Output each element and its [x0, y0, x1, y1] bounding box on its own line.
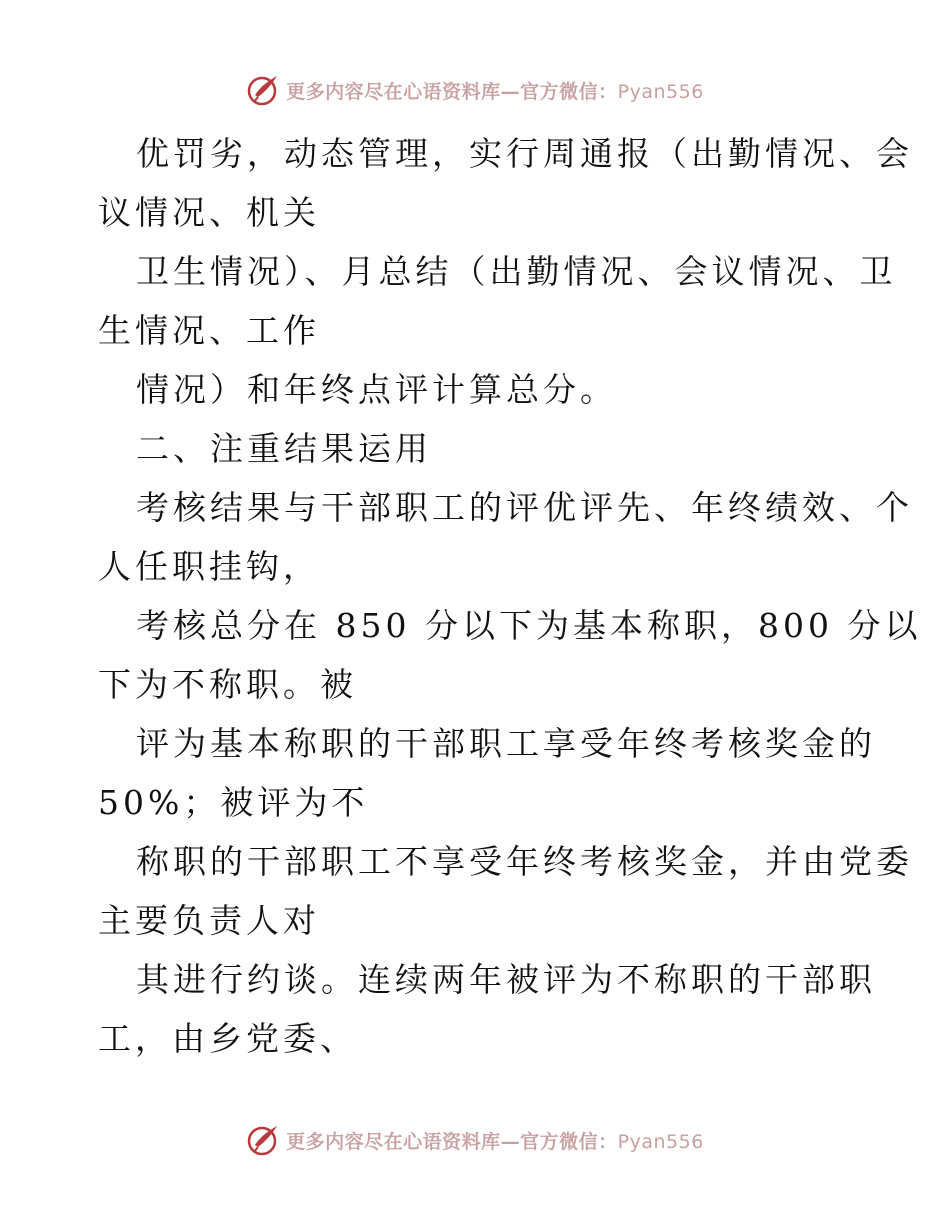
text-line: 考核结果与干部职工的评优评先、年终绩效、个 — [136, 488, 913, 527]
footer-watermark — [0, 1120, 950, 1160]
text-line: 工，由乡党委、 — [98, 1019, 357, 1058]
text-line: 50%；被评为不 — [98, 783, 369, 822]
text-line: 生情况、工作 — [98, 311, 320, 350]
text-line: 其进行约谈。连续两年被评为不称职的干部职 — [136, 960, 876, 999]
text-line: 情况）和年终点评计算总分。 — [136, 370, 617, 409]
text-line: 评为基本称职的干部职工享受年终考核奖金的 — [136, 724, 876, 763]
header-watermark — [0, 70, 950, 110]
text-line: 称职的干部职工不享受年终考核奖金，并由党委 — [136, 842, 913, 881]
text-line: 主要负责人对 — [98, 901, 320, 940]
text-line: 下为不称职。被 — [98, 665, 357, 704]
feather-pen-logo-icon — [246, 1123, 280, 1157]
section-heading: 二、注重结果运用 — [136, 429, 432, 468]
watermark-text: 更多内容尽在心语资料库—官方微信：Pyan556 — [286, 1130, 704, 1153]
watermark-text: 更多内容尽在心语资料库—官方微信：Pyan556 — [286, 80, 704, 103]
feather-pen-logo-icon — [246, 73, 280, 107]
text-line: 考核总分在 850 分以下为基本称职，800 分以 — [136, 606, 922, 645]
text-line: 人任职挂钩， — [98, 547, 320, 586]
document-body — [98, 124, 922, 1068]
text-line: 优罚劣，动态管理，实行周通报（出勤情况、会 — [136, 134, 913, 173]
text-line: 议情况、机关 — [98, 193, 320, 232]
text-line: 卫生情况）、月总结（出勤情况、会议情况、卫 — [136, 252, 897, 291]
watermark-wechat-id: Pyan556 — [617, 80, 704, 103]
watermark-wechat-id: Pyan556 — [617, 1130, 704, 1153]
